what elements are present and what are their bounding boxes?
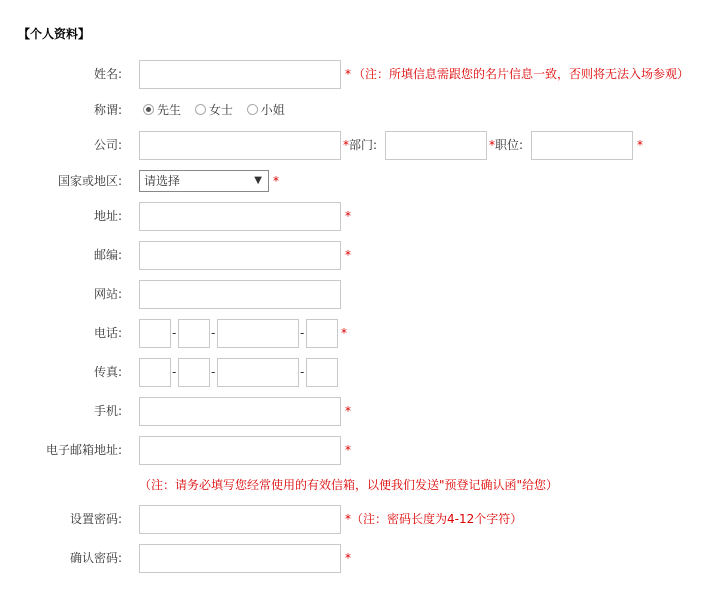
company-input[interactable] xyxy=(139,131,341,160)
department-required-mark: * xyxy=(489,138,495,152)
name-input[interactable] xyxy=(139,60,341,89)
fax-dash-2: - xyxy=(211,365,216,379)
confirm-password-required-mark: * xyxy=(345,551,351,565)
company-required-mark: * xyxy=(343,138,349,152)
phone-dash-2: - xyxy=(211,326,216,340)
set-password-label: 设置密码: xyxy=(69,512,122,526)
chevron-down-icon: ▼ xyxy=(254,175,262,186)
email-required-mark: * xyxy=(345,443,351,457)
phone-number-input[interactable] xyxy=(217,319,299,348)
name-label: 姓名: xyxy=(93,67,122,81)
phone-label: 电话: xyxy=(93,326,122,340)
radio-ms-label: 女士 xyxy=(208,103,233,117)
country-label: 国家或地区: xyxy=(57,174,122,188)
phone-dash-3: - xyxy=(300,326,305,340)
address-required-mark: * xyxy=(345,209,351,223)
radio-miss-label: 小姐 xyxy=(260,103,285,117)
title-label: 称谓: xyxy=(93,103,122,117)
address-label: 地址: xyxy=(93,209,122,223)
department-label: 部门: xyxy=(349,138,378,152)
radio-ms[interactable] xyxy=(195,104,206,115)
mobile-label: 手机: xyxy=(93,404,122,418)
email-note: （注：请务必填写您经常使用的有效信箱，以便我们发送"预登记确认函"给您） xyxy=(139,478,559,492)
fax-dash-1: - xyxy=(172,365,177,379)
radio-mr[interactable] xyxy=(143,104,154,115)
fax-dash-3: - xyxy=(300,365,305,379)
country-required-mark: * xyxy=(273,174,279,188)
position-label: 职位: xyxy=(495,138,524,152)
postcode-label: 邮编: xyxy=(93,248,122,262)
fax-country-code-input[interactable] xyxy=(139,358,171,387)
email-input[interactable] xyxy=(139,436,341,465)
phone-extension-input[interactable] xyxy=(306,319,338,348)
website-label: 网站: xyxy=(93,287,122,301)
radio-mr-label: 先生 xyxy=(157,103,182,117)
company-label: 公司: xyxy=(93,138,122,152)
fax-area-code-input[interactable] xyxy=(178,358,210,387)
password-note: （注：密码长度为4-12个字符） xyxy=(351,512,523,526)
department-input[interactable] xyxy=(385,131,487,160)
address-input[interactable] xyxy=(139,202,341,231)
fax-label: 传真: xyxy=(93,365,122,379)
set-password-input[interactable] xyxy=(139,505,341,534)
position-input[interactable] xyxy=(531,131,633,160)
phone-dash-1: - xyxy=(172,326,177,340)
postcode-required-mark: * xyxy=(345,248,351,262)
position-required-mark: * xyxy=(637,138,643,152)
set-password-required-mark: * xyxy=(345,512,351,526)
country-select-value: 请选择 xyxy=(144,174,181,188)
phone-required-mark: * xyxy=(341,326,347,340)
mobile-input[interactable] xyxy=(139,397,341,426)
confirm-password-input[interactable] xyxy=(139,544,341,573)
fax-number-input[interactable] xyxy=(217,358,299,387)
email-label: 电子邮箱地址: xyxy=(45,443,122,457)
website-input[interactable] xyxy=(139,280,341,309)
country-select[interactable] xyxy=(139,170,269,192)
section-title: 【个人资料】 xyxy=(18,27,91,41)
postcode-input[interactable] xyxy=(139,241,341,270)
fax-extension-input[interactable] xyxy=(306,358,338,387)
phone-country-code-input[interactable] xyxy=(139,319,171,348)
phone-area-code-input[interactable] xyxy=(178,319,210,348)
mobile-required-mark: * xyxy=(345,404,351,418)
name-required-mark: * xyxy=(345,67,351,81)
name-note: （注：所填信息需跟您的名片信息一致，否则将无法入场参观） xyxy=(353,67,690,81)
radio-miss[interactable] xyxy=(247,104,258,115)
title-radio-group xyxy=(143,100,295,120)
confirm-password-label: 确认密码: xyxy=(69,551,122,565)
